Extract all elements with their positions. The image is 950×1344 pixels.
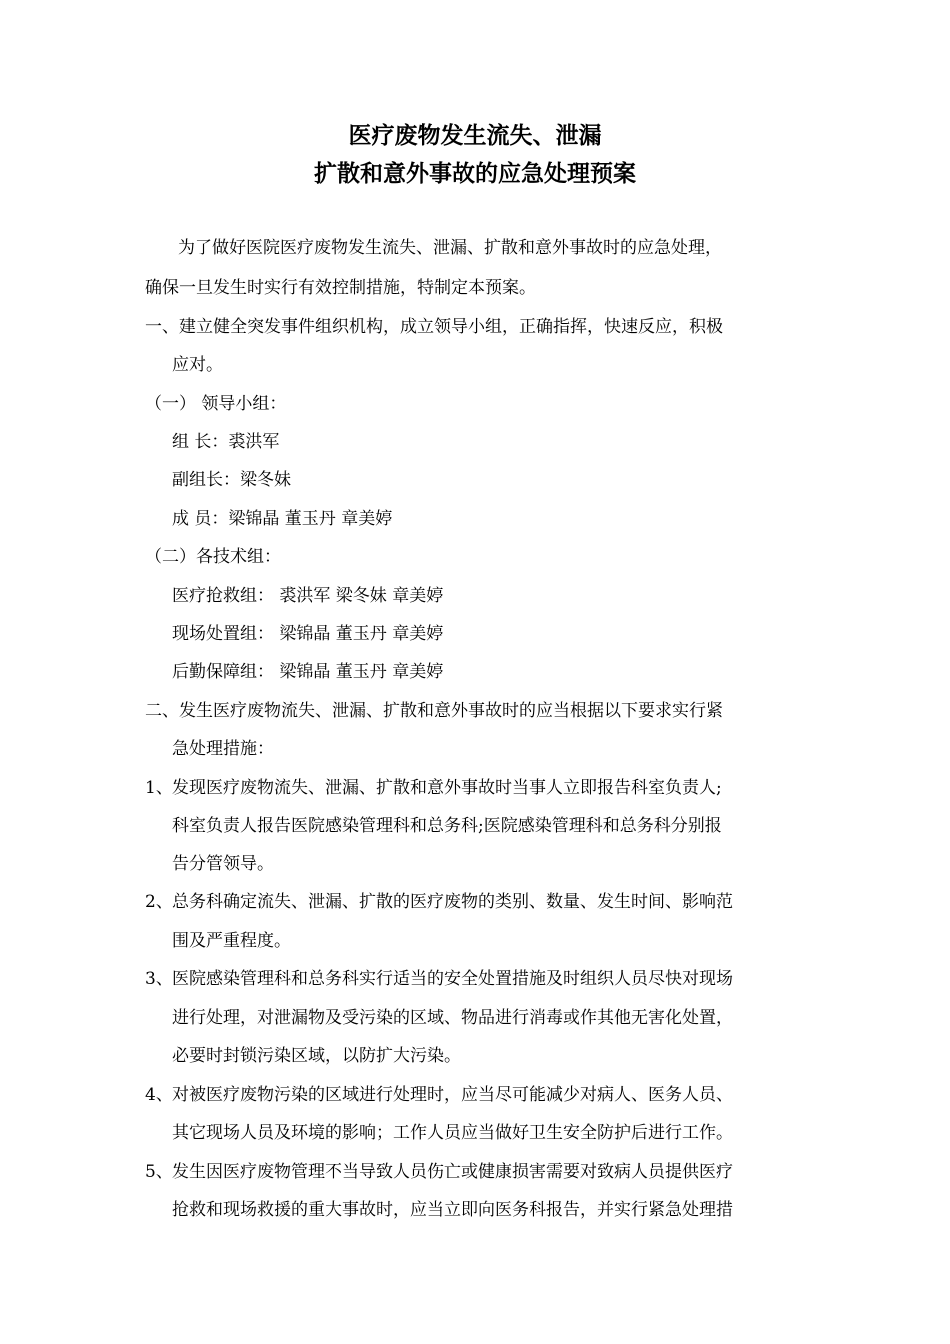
leadership-heading: （一） 领导小组： [145, 394, 287, 414]
item-line: 告分管领导。 [172, 854, 274, 874]
item-number: 1、 [145, 778, 173, 798]
item-line: 其它现场人员及环境的影响；工作人员应当做好卫生安全防护后进行工作。 [172, 1123, 733, 1143]
item-line: 抢救和现场救援的重大事故时，应当立即向医务科报告，并实行紧急处理措 [172, 1200, 733, 1220]
item-line: 发现医疗废物流失、泄漏、扩散和意外事故时当事人立即报告科室负责人; [172, 778, 722, 798]
leadership-deputy: 副组长：梁冬妹 [172, 470, 291, 490]
tech-group-logistics: 后勤保障组： 梁锦晶 董玉丹 章美婷 [172, 662, 444, 682]
tech-group-rescue: 医疗抢救组： 裘洪军 梁冬妹 章美婷 [172, 586, 444, 606]
section1-line1: 一、建立健全突发事件组织机构，成立领导小组，正确指挥，快速反应，积极 [145, 317, 723, 337]
item-number: 3、 [145, 969, 173, 989]
intro-line2: 确保一旦发生时实行有效控制措施，特制定本预案。 [145, 278, 536, 298]
intro-line1: 为了做好医院医疗废物发生流失、泄漏、扩散和意外事故时的应急处理， [178, 238, 722, 258]
item-line: 进行处理，对泄漏物及受污染的区域、物品进行消毒或作其他无害化处置， [172, 1008, 733, 1028]
item-number: 4、 [145, 1085, 173, 1105]
section2-line2: 急处理措施： [172, 739, 274, 759]
document-title-line2: 扩散和意外事故的应急处理预案 [314, 161, 636, 187]
document-title-line1: 医疗废物发生流失、泄漏 [348, 123, 602, 149]
leadership-leader: 组 长：裘洪军 [172, 432, 280, 452]
item-line: 发生因医疗废物管理不当导致人员伤亡或健康损害需要对致病人员提供医疗 [172, 1162, 733, 1182]
leadership-members: 成 员：梁锦晶 董玉丹 章美婷 [172, 509, 393, 529]
tech-groups-heading: （二）各技术组： [145, 547, 281, 567]
item-number: 2、 [145, 892, 173, 912]
tech-group-onsite: 现场处置组： 梁锦晶 董玉丹 章美婷 [172, 624, 444, 644]
item-number: 5、 [145, 1162, 173, 1182]
section1-line2: 应对。 [172, 355, 223, 375]
section2-line1: 二、发生医疗废物流失、泄漏、扩散和意外事故时的应当根据以下要求实行紧 [145, 701, 723, 721]
item-line: 科室负责人报告医院感染管理科和总务科;医院感染管理科和总务科分别报 [172, 816, 722, 836]
item-line: 总务科确定流失、泄漏、扩散的医疗废物的类别、数量、发生时间、影响范 [172, 892, 733, 912]
item-line: 医院感染管理科和总务科实行适当的安全处置措施及时组织人员尽快对现场 [172, 969, 733, 989]
item-line: 对被医疗废物污染的区域进行处理时，应当尽可能减少对病人、医务人员、 [172, 1085, 733, 1105]
item-line: 必要时封锁污染区域，以防扩大污染。 [172, 1046, 461, 1066]
item-line: 围及严重程度。 [172, 931, 291, 951]
